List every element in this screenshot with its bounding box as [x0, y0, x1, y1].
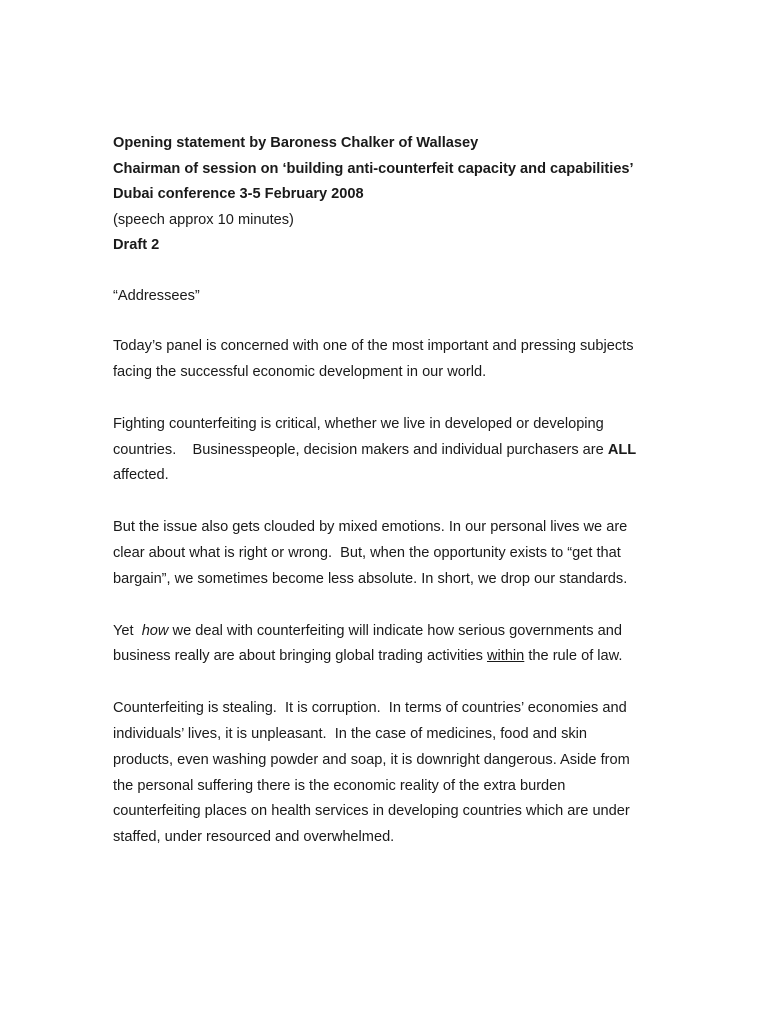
- session-role-line: Chairman of session on ‘building anti-counterfeit capacity and capabilities’: [113, 160, 634, 177]
- salutation: “Addressees”: [113, 287, 200, 304]
- paragraph-line: products, even washing powder and soap, it is downright dangerous. Aside from: [113, 751, 630, 768]
- paragraph-line: Counterfeiting is stealing. It is corruption. In terms of countries’ economies and: [113, 700, 627, 717]
- emphasis-italic: how: [141, 622, 169, 639]
- paragraph-line: counterfeiting places on health services in developing countries which are under: [113, 803, 630, 820]
- paragraph-line: individuals’ lives, it is unpleasant. In the case of medicines, food and skin: [113, 726, 588, 743]
- paragraph-5: [113, 696, 673, 851]
- paragraph-line: [113, 644, 673, 670]
- paragraph-line: Today’s panel is concerned with one of the most important and pressing subjects: [113, 338, 634, 355]
- paragraph-line: affected.: [113, 467, 169, 484]
- paragraph-line: clear about what is right or wrong. But, when the opportunity exists to “get that: [113, 545, 621, 562]
- emphasis-bold: ALL: [607, 441, 637, 458]
- text-segment: we deal with counterfeiting will indicate how serious governments and: [168, 622, 622, 639]
- paragraph-2: [113, 412, 673, 489]
- paragraph-3: [113, 515, 673, 592]
- emphasis-underline: within: [486, 648, 525, 665]
- draft-label: Draft 2: [113, 237, 160, 253]
- paragraph-line: But the issue also gets clouded by mixed emotions. In our personal lives we are: [113, 519, 628, 536]
- text-segment: countries. Businesspeople, decision makers and individual purchasers are: [113, 441, 608, 458]
- paragraph-line: [113, 438, 673, 464]
- paragraph-4: [113, 619, 673, 671]
- paragraph-line: [113, 619, 673, 645]
- paragraph-line: Fighting counterfeiting is critical, whether we live in developed or developing: [113, 415, 604, 432]
- text-segment: Yet: [113, 622, 142, 639]
- document-body: [113, 131, 673, 851]
- text-segment: business really are about bringing global trading activities: [113, 648, 487, 665]
- paragraph-line: the personal suffering there is the economic reality of the extra burden: [113, 777, 566, 794]
- paragraph-line: bargain”, we sometimes become less absolute. In short, we drop our standards.: [113, 570, 628, 587]
- document-title: Opening statement by Baroness Chalker of Wallasey: [113, 135, 479, 151]
- paragraph-line: facing the successful economic development in our world.: [113, 364, 487, 381]
- event-line: Dubai conference 3-5 February 2008: [113, 186, 364, 202]
- paragraph-line: staffed, under resourced and overwhelmed.: [113, 829, 395, 846]
- paragraph-1: [113, 334, 673, 386]
- text-segment: the rule of law.: [524, 648, 623, 665]
- duration-note: (speech approx 10 minutes): [113, 211, 294, 228]
- document-header: [113, 131, 673, 259]
